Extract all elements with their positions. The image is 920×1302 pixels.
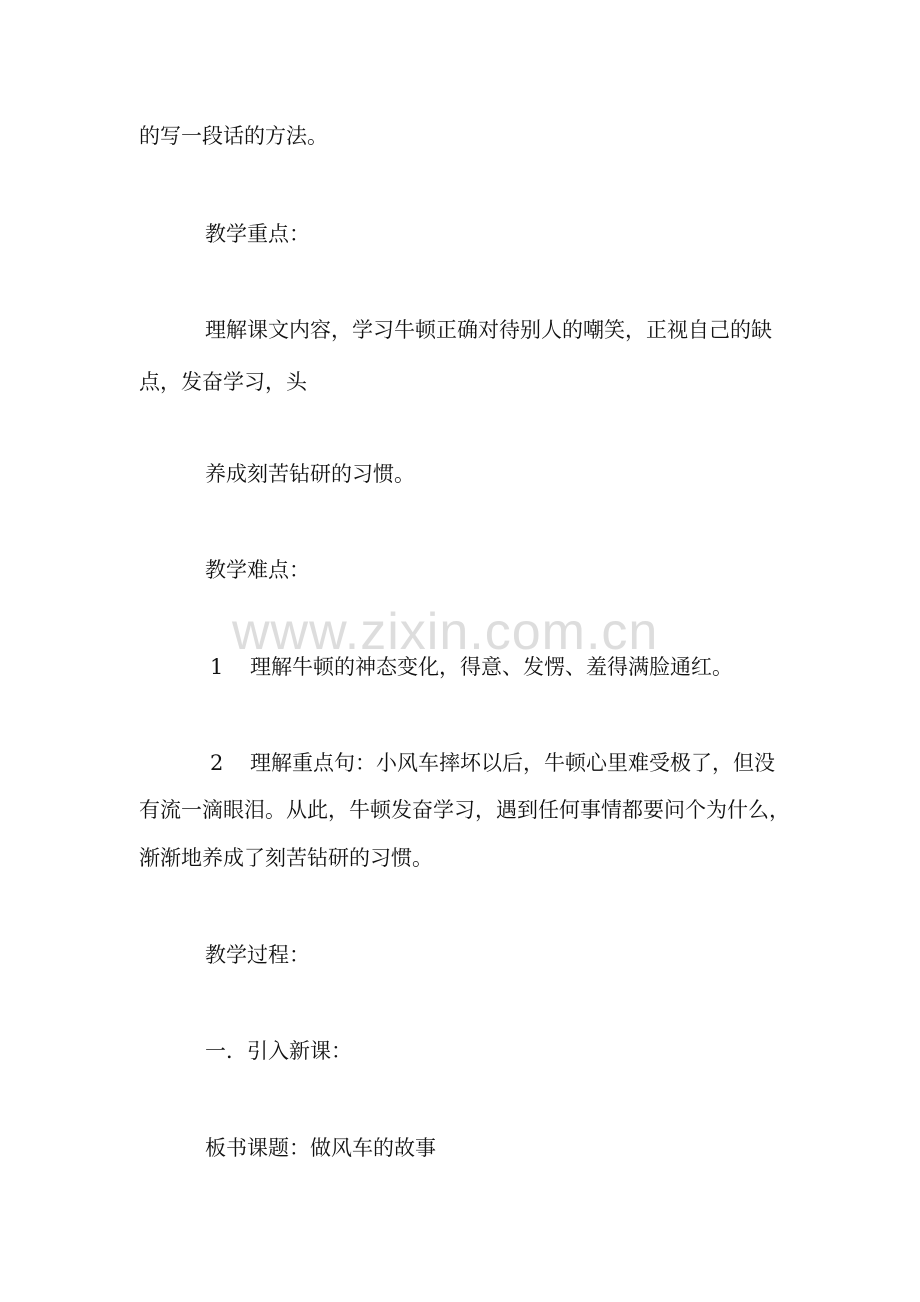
list-number: 1 — [210, 655, 224, 679]
list-item-text: 理解牛顿的神态变化，得意、发愣、羞得满脸通红。 — [250, 655, 733, 679]
list-number: 2 — [210, 751, 224, 775]
text-line-focus-2: 点，发奋学习，头 — [139, 370, 307, 394]
watermark: www.zixin.com.cn — [232, 603, 659, 661]
text-line-method: 的写一段话的方法。 — [139, 124, 328, 148]
heading-teaching-difficulty: 教学难点： — [205, 558, 310, 582]
text-line-board-title: 板书课题：做风车的故事 — [205, 1136, 436, 1160]
heading-teaching-focus: 教学重点： — [205, 222, 310, 246]
text-line-difficulty-2c: 渐渐地养成了刻苦钻研的习惯。 — [139, 846, 433, 870]
text-line-difficulty-2b: 有流一滴眼泪。从此，牛顿发奋学习，遇到任何事情都要问个为什么， — [139, 798, 790, 822]
list-item-difficulty-2 — [210, 751, 775, 775]
text-line-focus-1: 理解课文内容，学习牛顿正确对待别人的嘲笑，正视自己的缺 — [205, 318, 772, 342]
heading-teaching-process: 教学过程： — [205, 943, 310, 967]
section-heading-intro: 一．引入新课： — [205, 1039, 352, 1063]
text-line-focus-3: 养成刻苦钻研的习惯。 — [205, 462, 415, 486]
list-item-text: 理解重点句：小风车摔坏以后，牛顿心里难受极了，但没 — [250, 751, 775, 775]
